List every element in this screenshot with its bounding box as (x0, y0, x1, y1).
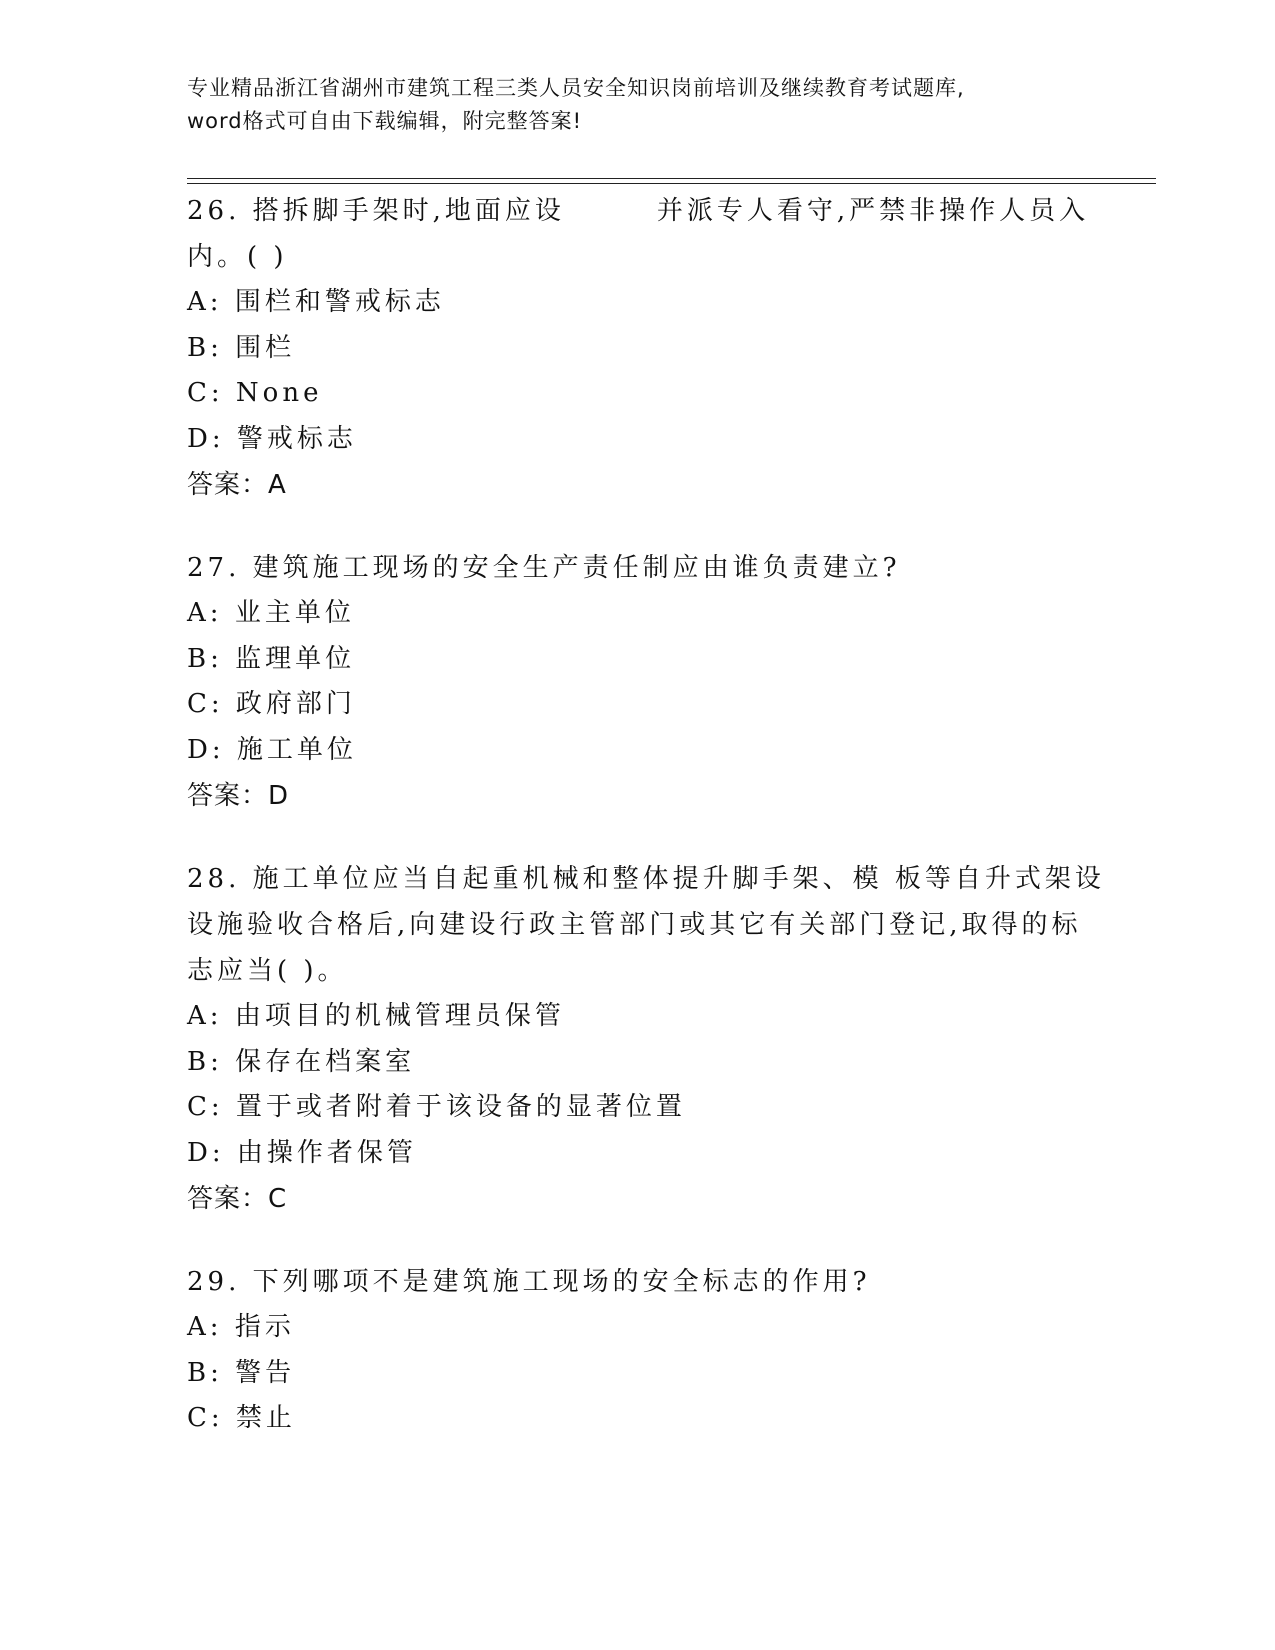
option-label: C: (187, 689, 224, 719)
option-text: 禁止 (235, 1403, 296, 1433)
option-label: A: (187, 287, 223, 317)
option-label: B: (187, 1357, 223, 1388)
option-b (187, 637, 1087, 683)
answer-line (187, 773, 1087, 819)
question-stem-line-1 (187, 188, 1090, 234)
option-label: C: (187, 378, 224, 408)
answer-label: 答案： (187, 1184, 269, 1214)
option-label: A: (187, 598, 223, 628)
question-stem-part-1: 26. 搭拆脚手架时,地面应设 (187, 196, 565, 226)
header-line-2: word格式可自由下载编辑，附完整答案! (187, 109, 583, 133)
option-label: A: (187, 1001, 223, 1031)
option-a (187, 1305, 1087, 1351)
option-c (187, 682, 1087, 728)
option-label: D: (187, 734, 225, 765)
question-27 (187, 545, 1087, 819)
answer-line (187, 462, 1087, 508)
option-b (187, 1040, 1087, 1086)
answer-value: A (268, 470, 287, 500)
option-text: None (235, 378, 323, 408)
document-header (187, 72, 1087, 138)
question-stem-line-1: 28. 施工单位应当自起重机械和整体提升脚手架、模 板等自升式架设 (187, 864, 1105, 894)
question-28 (187, 856, 1105, 1222)
option-d (187, 728, 1087, 774)
option-label: A: (187, 1312, 223, 1342)
question-29 (187, 1259, 1087, 1442)
option-d (187, 1131, 1087, 1177)
question-stem-part-2: 并派专人看守,严禁非操作人员入 (656, 196, 1090, 226)
answer-value: C (268, 1184, 288, 1214)
option-label: D: (187, 1137, 225, 1168)
option-label: B: (187, 643, 223, 674)
option-text: 警告 (235, 1357, 296, 1388)
option-label: D: (187, 423, 225, 454)
answer-label: 答案： (187, 470, 269, 500)
question-stem-line-2: 设施验收合格后,向建设行政主管部门或其它有关部门登记,取得的标 (187, 910, 1082, 940)
question-stem-line-2: 内。( ) (187, 242, 288, 272)
question-stem-line-1: 27. 建筑施工现场的安全生产责任制应由谁负责建立? (187, 553, 901, 583)
option-text: 监理单位 (235, 643, 356, 674)
question-26 (187, 188, 1090, 508)
option-b (187, 326, 1087, 372)
answer-line (187, 1176, 1087, 1222)
option-label: C: (187, 1403, 224, 1433)
option-a (187, 591, 1087, 637)
option-c (187, 1396, 1087, 1442)
header-rule-top (187, 178, 1156, 179)
option-text: 围栏和警戒标志 (234, 287, 445, 317)
option-text: 保存在档案室 (235, 1046, 416, 1077)
question-stem-line-1: 29. 下列哪项不是建筑施工现场的安全标志的作用? (187, 1267, 871, 1297)
question-stem-line-3: 志应当( )。 (187, 956, 348, 986)
option-b (187, 1351, 1087, 1397)
header-line-1: 专业精品浙江省湖州市建筑工程三类人员安全知识岗前培训及继续教育考试题库, (187, 76, 965, 100)
option-text: 置于或者附着于该设备的显著位置 (235, 1092, 686, 1122)
question-list (187, 188, 1105, 1479)
option-text: 指示 (234, 1312, 295, 1342)
option-text: 由操作者保管 (236, 1137, 417, 1168)
option-c (187, 371, 1087, 417)
option-text: 由项目的机械管理员保管 (234, 1001, 565, 1031)
answer-value: D (268, 781, 290, 811)
option-text: 施工单位 (236, 734, 357, 765)
option-d (187, 417, 1087, 463)
option-label: B: (187, 1046, 223, 1077)
answer-label: 答案： (187, 781, 269, 811)
option-label: B: (187, 332, 223, 363)
option-text: 业主单位 (234, 598, 355, 628)
option-text: 围栏 (235, 332, 296, 363)
option-text: 政府部门 (235, 689, 356, 719)
option-text: 警戒标志 (236, 423, 357, 454)
option-label: C: (187, 1092, 224, 1122)
option-a (187, 280, 1087, 326)
option-a (187, 994, 1087, 1040)
option-c (187, 1085, 1087, 1131)
header-rule-bottom (187, 183, 1156, 184)
